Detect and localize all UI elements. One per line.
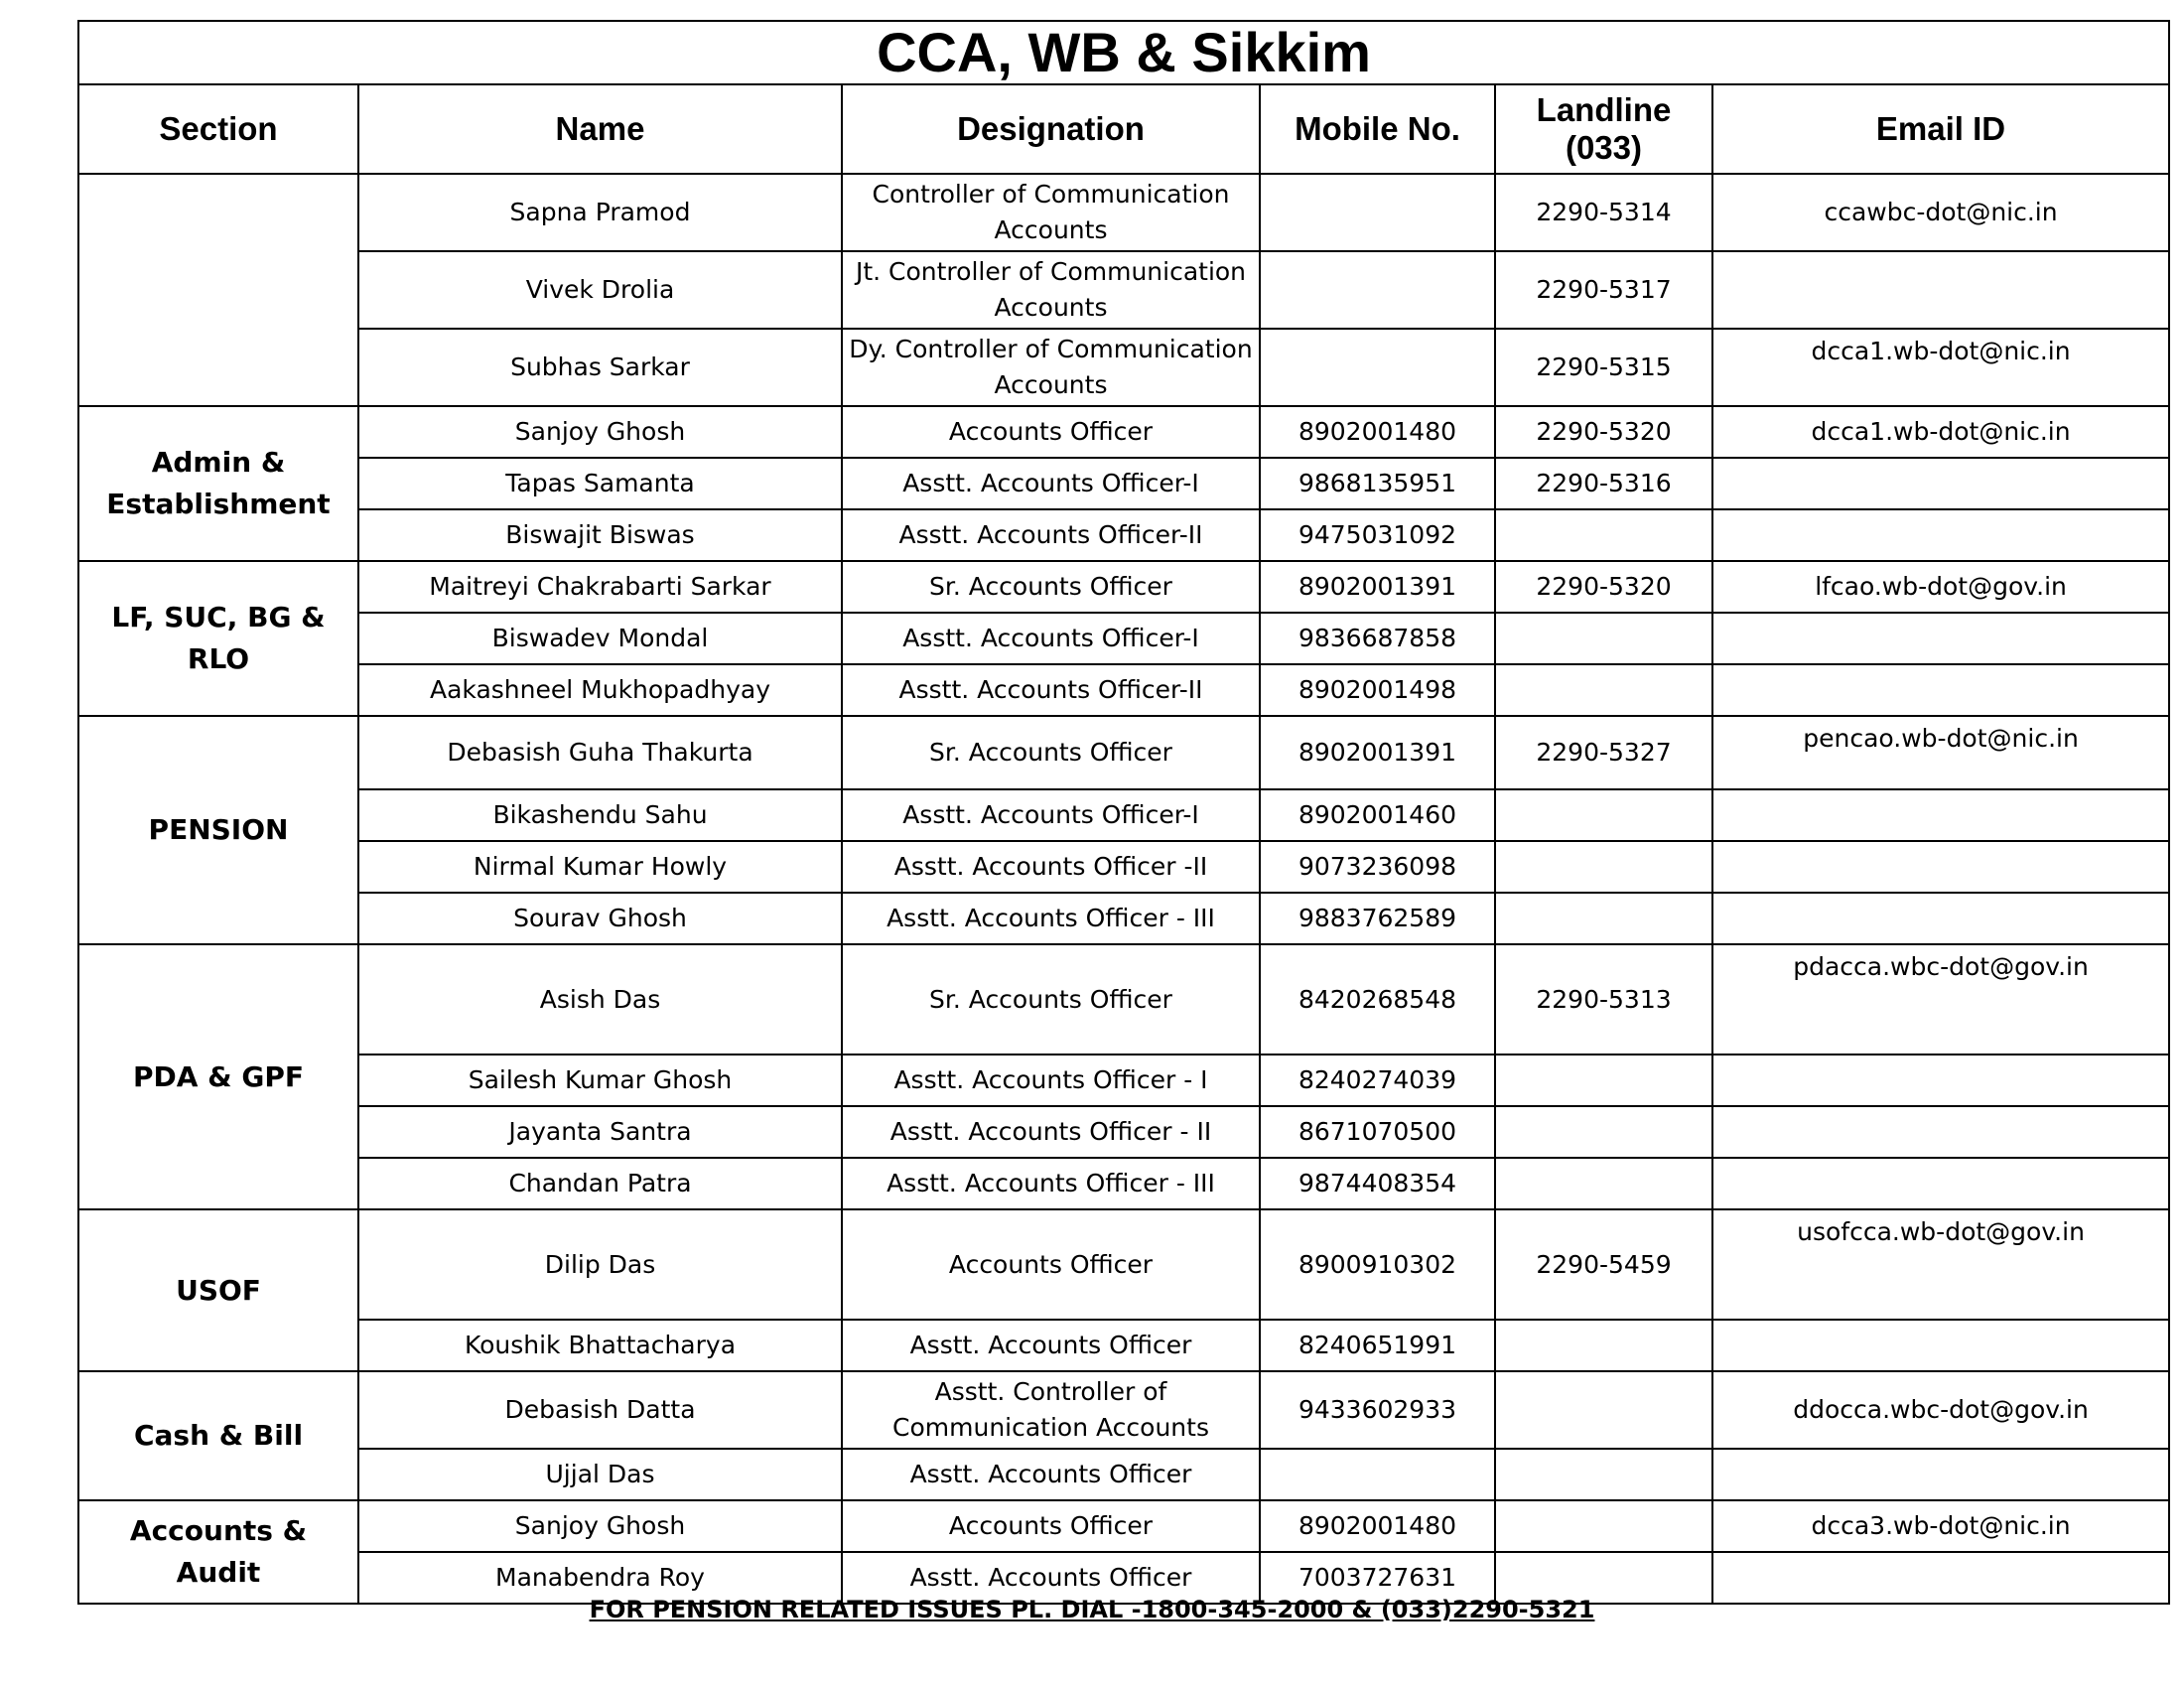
designation-cell: Sr. Accounts Officer	[842, 561, 1260, 613]
section-cell: LF, SUC, BG & RLO	[78, 561, 358, 716]
mobile-cell: 8902001391	[1260, 561, 1495, 613]
email-cell: dcca1.wb-dot@nic.in	[1712, 406, 2169, 458]
mobile-cell: 8240651991	[1260, 1320, 1495, 1371]
designation-cell: Asstt. Accounts Officer - III	[842, 1158, 1260, 1209]
header-designation: Designation	[842, 84, 1260, 174]
table-row	[78, 406, 2169, 458]
designation-cell: Asstt. Accounts Officer - II	[842, 1106, 1260, 1158]
name-cell: Tapas Samanta	[358, 458, 842, 509]
table-row	[78, 1320, 2169, 1371]
designation-cell: Asstt. Accounts Officer	[842, 1552, 1260, 1604]
landline-cell	[1495, 841, 1712, 893]
table-row	[78, 329, 2169, 406]
mobile-cell: 7003727631	[1260, 1552, 1495, 1604]
name-cell: Dilip Das	[358, 1209, 842, 1320]
section-cell: Admin & Establishment	[78, 406, 358, 561]
table-row	[78, 1500, 2169, 1552]
designation-cell: Asstt. Accounts Officer	[842, 1320, 1260, 1371]
designation-cell: Asstt. Accounts Officer-I	[842, 458, 1260, 509]
designation-cell: Asstt. Accounts Officer - I	[842, 1055, 1260, 1106]
email-cell: dcca1.wb-dot@nic.in	[1712, 329, 2169, 406]
mobile-cell: 9868135951	[1260, 458, 1495, 509]
table-row	[78, 841, 2169, 893]
name-cell: Asish Das	[358, 944, 842, 1055]
header-mobile: Mobile No.	[1260, 84, 1495, 174]
landline-cell	[1495, 613, 1712, 664]
table-row	[78, 1449, 2169, 1500]
table-row	[78, 664, 2169, 716]
name-cell: Ujjal Das	[358, 1449, 842, 1500]
landline-cell: 2290-5314	[1495, 174, 1712, 251]
section-cell: PDA & GPF	[78, 944, 358, 1209]
name-cell: Nirmal Kumar Howly	[358, 841, 842, 893]
section-cell: USOF	[78, 1209, 358, 1371]
table-row	[78, 789, 2169, 841]
email-cell: ccawbc-dot@nic.in	[1712, 174, 2169, 251]
email-cell: pdacca.wbc-dot@gov.in	[1712, 944, 2169, 1055]
designation-cell: Asstt. Accounts Officer-II	[842, 509, 1260, 561]
designation-cell: Accounts Officer	[842, 1500, 1260, 1552]
mobile-cell	[1260, 329, 1495, 406]
table-row	[78, 1209, 2169, 1320]
mobile-cell: 9883762589	[1260, 893, 1495, 944]
mobile-cell: 8902001480	[1260, 1500, 1495, 1552]
email-cell: dcca3.wb-dot@nic.in	[1712, 1500, 2169, 1552]
designation-cell: Controller of Communication Accounts	[842, 174, 1260, 251]
designation-cell: Sr. Accounts Officer	[842, 716, 1260, 789]
name-cell: Jayanta Santra	[358, 1106, 842, 1158]
designation-cell: Asstt. Controller of Communication Accounts	[842, 1371, 1260, 1449]
mobile-cell: 8902001480	[1260, 406, 1495, 458]
header-landline: Landline (033)	[1495, 84, 1712, 174]
header-section: Section	[78, 84, 358, 174]
name-cell: Sanjoy Ghosh	[358, 406, 842, 458]
name-cell: Manabendra Roy	[358, 1552, 842, 1604]
mobile-cell	[1260, 174, 1495, 251]
name-cell: Biswadev Mondal	[358, 613, 842, 664]
table-body	[78, 174, 2169, 1604]
name-cell: Biswajit Biswas	[358, 509, 842, 561]
email-cell: ddocca.wbc-dot@gov.in	[1712, 1371, 2169, 1449]
mobile-cell: 9073236098	[1260, 841, 1495, 893]
mobile-cell: 9475031092	[1260, 509, 1495, 561]
designation-cell: Asstt. Accounts Officer -II	[842, 841, 1260, 893]
mobile-cell: 8671070500	[1260, 1106, 1495, 1158]
landline-cell	[1495, 1055, 1712, 1106]
name-cell: Sapna Pramod	[358, 174, 842, 251]
mobile-cell: 8902001391	[1260, 716, 1495, 789]
table-row	[78, 893, 2169, 944]
header-name: Name	[358, 84, 842, 174]
name-cell: Subhas Sarkar	[358, 329, 842, 406]
section-cell: PENSION	[78, 716, 358, 944]
landline-cell	[1495, 1320, 1712, 1371]
section-cell: Accounts & Audit	[78, 1500, 358, 1604]
table-row	[78, 1055, 2169, 1106]
designation-cell: Asstt. Accounts Officer-II	[842, 664, 1260, 716]
landline-cell	[1495, 509, 1712, 561]
email-cell	[1712, 1106, 2169, 1158]
email-cell	[1712, 1158, 2169, 1209]
email-cell	[1712, 1055, 2169, 1106]
table-row	[78, 716, 2169, 789]
mobile-cell: 8902001498	[1260, 664, 1495, 716]
email-cell	[1712, 509, 2169, 561]
landline-cell	[1495, 1449, 1712, 1500]
name-cell: Koushik Bhattacharya	[358, 1320, 842, 1371]
email-cell	[1712, 789, 2169, 841]
landline-cell	[1495, 1500, 1712, 1552]
landline-cell: 2290-5315	[1495, 329, 1712, 406]
section-cell: Cash & Bill	[78, 1371, 358, 1500]
landline-cell	[1495, 893, 1712, 944]
landline-cell: 2290-5313	[1495, 944, 1712, 1055]
mobile-cell	[1260, 1449, 1495, 1500]
email-cell	[1712, 893, 2169, 944]
landline-cell: 2290-5317	[1495, 251, 1712, 329]
mobile-cell: 9836687858	[1260, 613, 1495, 664]
email-cell	[1712, 458, 2169, 509]
email-cell	[1712, 841, 2169, 893]
designation-cell: Asstt. Accounts Officer	[842, 1449, 1260, 1500]
landline-cell	[1495, 1158, 1712, 1209]
designation-cell: Jt. Controller of Communication Accounts	[842, 251, 1260, 329]
landline-cell: 2290-5327	[1495, 716, 1712, 789]
designation-cell: Asstt. Accounts Officer-I	[842, 613, 1260, 664]
landline-cell: 2290-5459	[1495, 1209, 1712, 1320]
section-cell	[78, 174, 358, 406]
name-cell: Sailesh Kumar Ghosh	[358, 1055, 842, 1106]
designation-cell: Accounts Officer	[842, 1209, 1260, 1320]
name-cell: Sanjoy Ghosh	[358, 1500, 842, 1552]
email-cell	[1712, 251, 2169, 329]
mobile-cell: 8900910302	[1260, 1209, 1495, 1320]
mobile-cell: 8902001460	[1260, 789, 1495, 841]
mobile-cell: 9874408354	[1260, 1158, 1495, 1209]
email-cell: usofcca.wb-dot@gov.in	[1712, 1209, 2169, 1320]
landline-cell: 2290-5320	[1495, 561, 1712, 613]
pension-helpline-note: FOR PENSION RELATED ISSUES PL. DIAL -1800-345-2000 & (033)2290-5321	[589, 1596, 1595, 1623]
email-cell	[1712, 664, 2169, 716]
table-row	[78, 944, 2169, 1055]
table-row	[78, 509, 2169, 561]
designation-cell: Sr. Accounts Officer	[842, 944, 1260, 1055]
mobile-cell: 8420268548	[1260, 944, 1495, 1055]
name-cell: Aakashneel Mukhopadhyay	[358, 664, 842, 716]
table-row	[78, 1158, 2169, 1209]
mobile-cell: 9433602933	[1260, 1371, 1495, 1449]
email-cell	[1712, 1320, 2169, 1371]
mobile-cell: 8240274039	[1260, 1055, 1495, 1106]
email-cell: lfcao.wb-dot@gov.in	[1712, 561, 2169, 613]
landline-cell	[1495, 1371, 1712, 1449]
landline-cell: 2290-5316	[1495, 458, 1712, 509]
designation-cell: Accounts Officer	[842, 406, 1260, 458]
email-cell	[1712, 1449, 2169, 1500]
designation-cell: Dy. Controller of Communication Accounts	[842, 329, 1260, 406]
table-row	[78, 613, 2169, 664]
table-row	[78, 1371, 2169, 1449]
designation-cell: Asstt. Accounts Officer-I	[842, 789, 1260, 841]
landline-cell	[1495, 789, 1712, 841]
landline-cell	[1495, 664, 1712, 716]
header-email: Email ID	[1712, 84, 2169, 174]
table-row	[78, 561, 2169, 613]
table-row	[78, 251, 2169, 329]
table-row	[78, 1106, 2169, 1158]
directory-table	[77, 20, 2170, 1605]
mobile-cell	[1260, 251, 1495, 329]
email-cell: pencao.wb-dot@nic.in	[1712, 716, 2169, 789]
name-cell: Debasish Datta	[358, 1371, 842, 1449]
landline-cell: 2290-5320	[1495, 406, 1712, 458]
designation-cell: Asstt. Accounts Officer - III	[842, 893, 1260, 944]
page-title: CCA, WB & Sikkim	[78, 21, 2169, 84]
name-cell: Sourav Ghosh	[358, 893, 842, 944]
table-row	[78, 174, 2169, 251]
header-row	[78, 84, 2169, 174]
name-cell: Vivek Drolia	[358, 251, 842, 329]
name-cell: Chandan Patra	[358, 1158, 842, 1209]
email-cell	[1712, 613, 2169, 664]
table-row	[78, 458, 2169, 509]
landline-cell	[1495, 1106, 1712, 1158]
name-cell: Maitreyi Chakrabarti Sarkar	[358, 561, 842, 613]
name-cell: Debasish Guha Thakurta	[358, 716, 842, 789]
name-cell: Bikashendu Sahu	[358, 789, 842, 841]
